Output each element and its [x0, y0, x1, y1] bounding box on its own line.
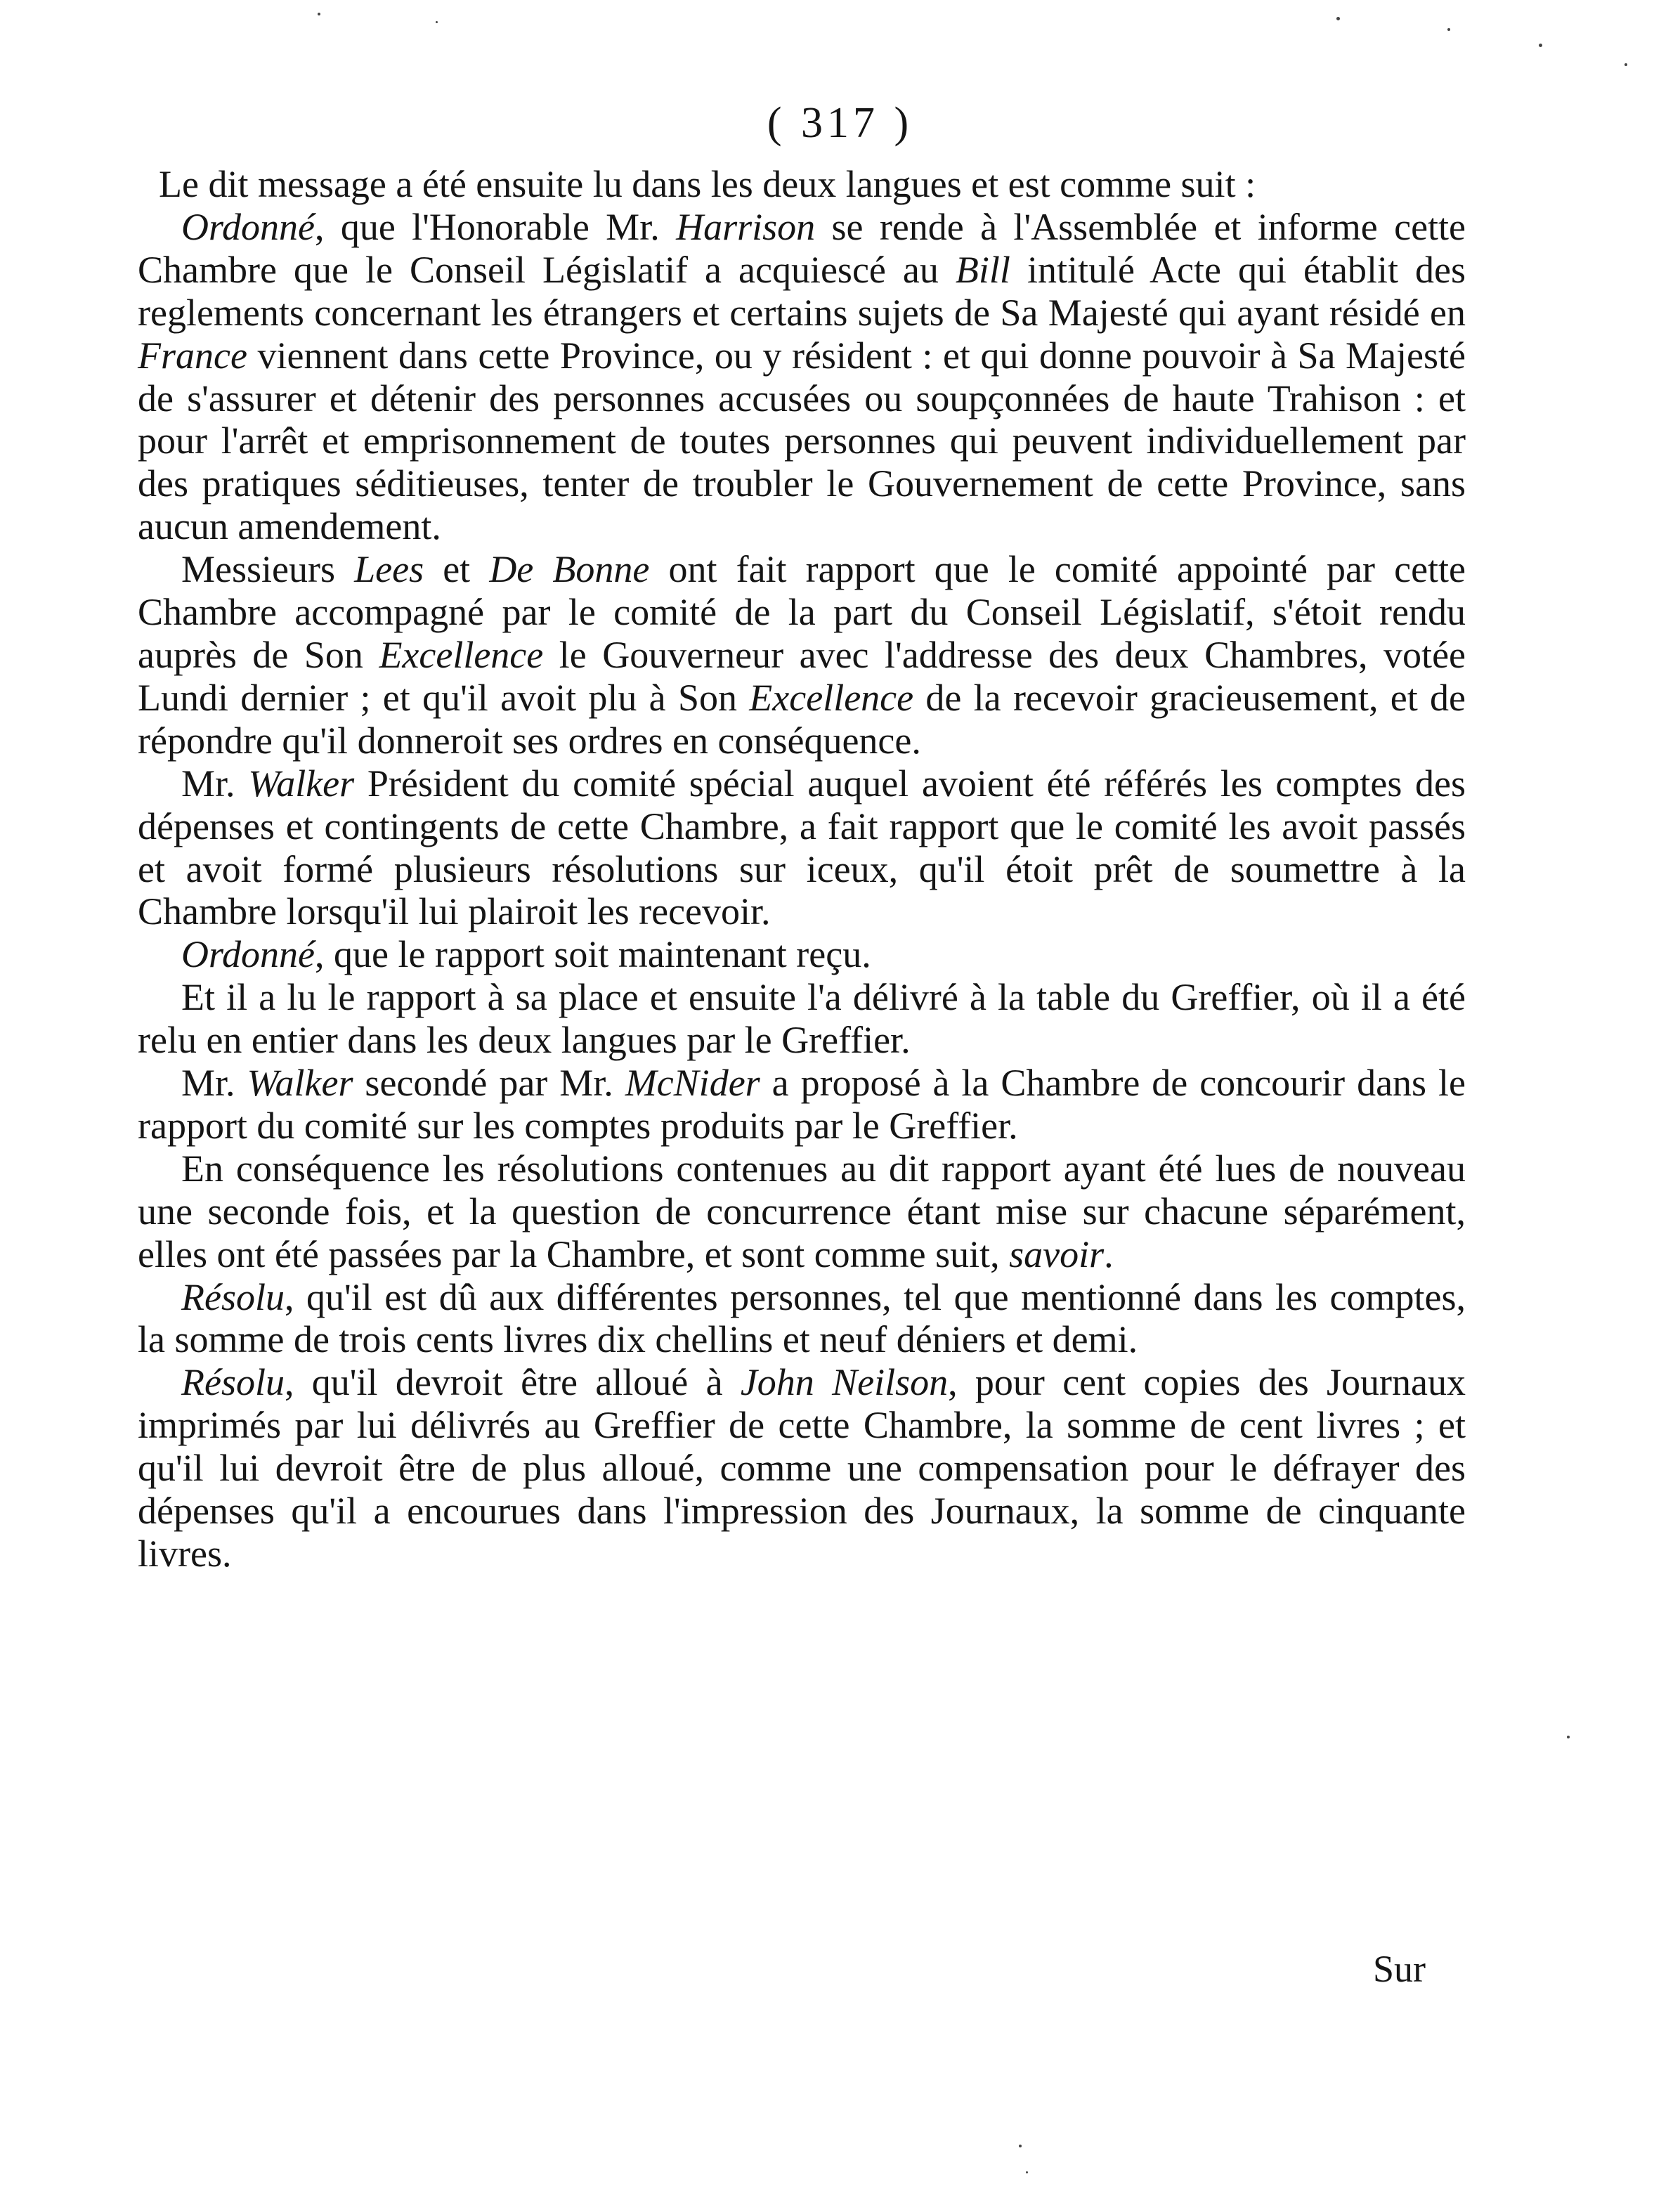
paragraph-messieurs-rapport — [138, 548, 1466, 762]
text-segment: , qu'il devroit être alloué à — [284, 1361, 741, 1404]
body-text — [138, 163, 1466, 1575]
text-segment: Résolu — [181, 1361, 285, 1404]
text-segment: Président du comité spécial auquel avoient été référés les comptes des dépenses et contingents de cette Chambre, a fait rapport que le comité les avoit passés et avoit formé plusieurs résolutions sur iceux, qu'il étoit prêt de soumettre à la Chambre lorsqu'il lui plairoit les recevoir. — [138, 762, 1466, 933]
scan-speck — [1026, 2171, 1028, 2173]
text-segment: savoir — [1009, 1233, 1105, 1275]
text-segment: McNider — [625, 1062, 760, 1105]
scan-speck — [318, 13, 320, 15]
text-segment: . — [1104, 1233, 1114, 1275]
text-segment: Messieurs — [181, 548, 355, 591]
text-segment: , pour cent copies des Journaux imprimés par lui délivrés au Greffier de cette Chambre, la somme de cent livres ; et qu'il lui devroit être de plus alloué, comme une compensation pour le défrayer des dépenses qu'il a encourues dans l'impression des Journaux, la somme de cinquante livres. — [138, 1361, 1466, 1575]
text-segment: France — [138, 334, 247, 377]
text-segment: secondé par Mr. — [353, 1062, 625, 1105]
paragraph-lu-rapport — [138, 976, 1466, 1062]
scan-speck — [1019, 2145, 1022, 2147]
text-segment: Mr. — [181, 762, 249, 805]
paragraph-ordonne-harrison — [138, 206, 1466, 548]
scan-speck — [1447, 28, 1450, 31]
scan-speck — [1624, 63, 1627, 66]
text-segment: De Bonne — [489, 548, 650, 591]
text-segment: Ordonné — [181, 933, 315, 976]
scan-speck — [436, 21, 438, 23]
text-segment: John Neilson — [740, 1361, 949, 1404]
paragraph-ordonne-rapport — [138, 933, 1466, 976]
text-segment: a proposé à la Chambre de concourir dans le rapport du comité sur les comptes produits par le Greffier. — [138, 1062, 1466, 1147]
text-segment: Harrison — [676, 205, 816, 248]
text-segment: Walker — [247, 1062, 353, 1105]
text-segment: Excellence — [749, 676, 914, 719]
paragraph-resolu-somme — [138, 1276, 1466, 1362]
text-segment: de la recevoir gracieusement, et de répondre qu'il donneroit ses ordres en conséquence. — [138, 676, 1466, 762]
text-segment: Ordonné — [181, 205, 315, 248]
text-segment: viennent dans cette Province, ou y résident : et qui donne pouvoir à Sa Majesté de s'assurer et détenir des personnes accusées ou soupçonnées de haute Trahison : et pour l'arrêt et emprisonnement de toutes personnes qui peuvent individuellement par des pratiques séditieuses, tenter de troubler le Gouvernement de cette Province, sans aucun amendement. — [138, 334, 1466, 548]
scan-speck — [1539, 44, 1542, 47]
catchword: Sur — [1373, 1948, 1426, 1990]
text-segment: ont fait rapport que le comité appointé par cette Chambre accompagné par le comité de la part du Conseil Législatif, s'étoit rendu auprès de Son — [138, 548, 1466, 676]
scan-speck — [1567, 1736, 1570, 1738]
text-segment: se rende à l'Assemblée et informe cette Chambre que le Conseil Législatif a acquiescé au — [138, 205, 1466, 291]
paragraph-message-intro — [138, 163, 1466, 206]
scan-speck — [1336, 17, 1340, 20]
text-segment: , que le rapport soit maintenant reçu. — [314, 933, 871, 976]
paragraph-consequence — [138, 1147, 1466, 1276]
text-segment: Résolu — [181, 1275, 285, 1318]
text-segment: , qu'il est dû aux différentes personnes, tel que mentionné dans les comptes, la somme de trois cents livres dix chellins et neuf déniers et demi. — [138, 1275, 1466, 1361]
text-segment: , que l'Honorable Mr. — [314, 205, 677, 248]
text-segment: le Gouverneur avec l'addresse des deux Chambres, votée Lundi dernier ; et qu'il avoit plu à Son — [138, 633, 1466, 719]
paragraph-walker-president — [138, 762, 1466, 934]
text-segment: Excellence — [379, 633, 544, 676]
text-segment: Bill — [955, 248, 1010, 291]
text-segment: Lees — [354, 548, 424, 591]
text-segment: En conséquence les résolutions contenues au dit rapport ayant été lues de nouveau une seconde fois, et la question de concurrence étant mise sur chacune séparément, elles ont été passées par la Chambre, et sont comme suit, — [138, 1147, 1466, 1275]
text-segment: intitulé Acte qui établit des reglements concernant les étrangers et certains sujets de Sa Majesté qui ayant résidé en — [138, 248, 1466, 334]
paragraph-resolu-neilson — [138, 1361, 1466, 1575]
text-segment: Le dit message a été ensuite lu dans les deux langues et est comme suit : — [159, 163, 1256, 205]
text-segment: Et il a lu le rapport à sa place et ensuite l'a délivré à la table du Greffier, où il a été relu en entier dans les deux langues par le Greffier. — [138, 976, 1466, 1062]
text-segment: et — [424, 548, 490, 591]
text-segment: Walker — [248, 762, 355, 805]
paragraph-walker-seconde — [138, 1062, 1466, 1147]
text-segment: Mr. — [181, 1062, 247, 1105]
page-number: ( 317 ) — [767, 99, 913, 147]
